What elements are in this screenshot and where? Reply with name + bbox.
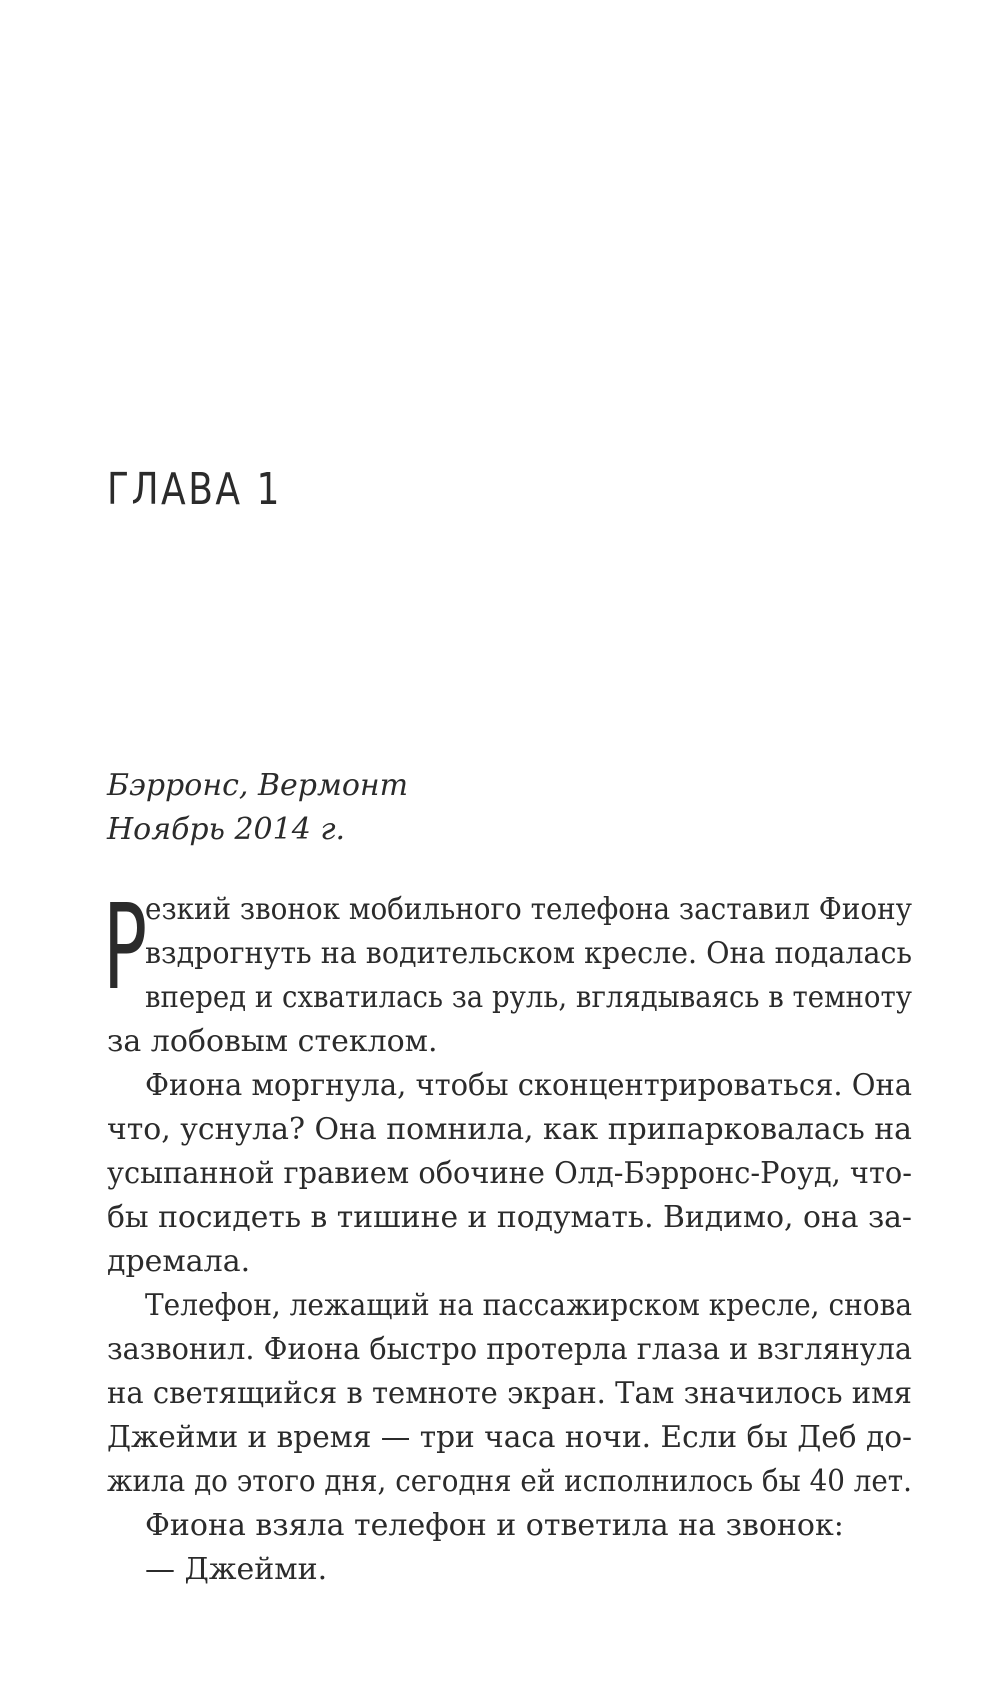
- paragraph-1: [103, 878, 912, 1020]
- date-line: Ноябрь 2014 г.: [107, 812, 346, 847]
- place-line: Бэрронс, Вермонт: [107, 768, 409, 803]
- text-line: вздрогнуть на водительском кресле. Она подалась: [145, 936, 912, 971]
- text-line: что, уснула? Она помнила, как припарковалась на: [107, 1112, 912, 1147]
- text-line: Фиона моргнула, чтобы сконцентрироваться. Она: [145, 1068, 912, 1103]
- text-line: зазвонил. Фиона быстро протерла глаза и взглянула: [107, 1332, 912, 1367]
- text-line: Фиона взяла телефон и ответила на звонок:: [145, 1508, 844, 1543]
- text-line: жила до этого дня, сегодня ей исполнилось бы 40 лет.: [107, 1464, 912, 1499]
- paragraph-3: [107, 1284, 912, 1504]
- chapter-title: ГЛАВА 1: [107, 464, 282, 515]
- drop-cap-letter: Р: [103, 878, 148, 1016]
- text-line: на светящийся в темноте экран. Там значилось имя: [107, 1376, 912, 1411]
- text-line: Телефон, лежащий на пассажирском кресле, снова: [145, 1288, 912, 1323]
- text-line: езкий звонок мобильного телефона заставил Фиону: [145, 892, 912, 927]
- body-text: [103, 878, 912, 1592]
- text-line: усыпанной гравием обочине Олд-Бэрронс-Роуд, что-: [107, 1156, 912, 1191]
- text-line: за лобовым стеклом.: [107, 1024, 438, 1059]
- dialogue-line: — Джейми.: [145, 1552, 328, 1587]
- text-line: Джейми и время — три часа ночи. Если бы Деб до-: [107, 1420, 912, 1455]
- paragraph-1-tail: [107, 1020, 912, 1064]
- paragraph-5: [107, 1548, 912, 1592]
- text-line: бы посидеть в тишине и подумать. Видимо, она за-: [107, 1200, 912, 1235]
- place-date-block: [107, 764, 408, 852]
- text-line: дремала.: [107, 1244, 251, 1279]
- text-line: вперед и схватилась за руль, вглядываясь в темноту: [145, 980, 912, 1015]
- paragraph-2: [107, 1064, 912, 1284]
- paragraph-4: [107, 1504, 912, 1548]
